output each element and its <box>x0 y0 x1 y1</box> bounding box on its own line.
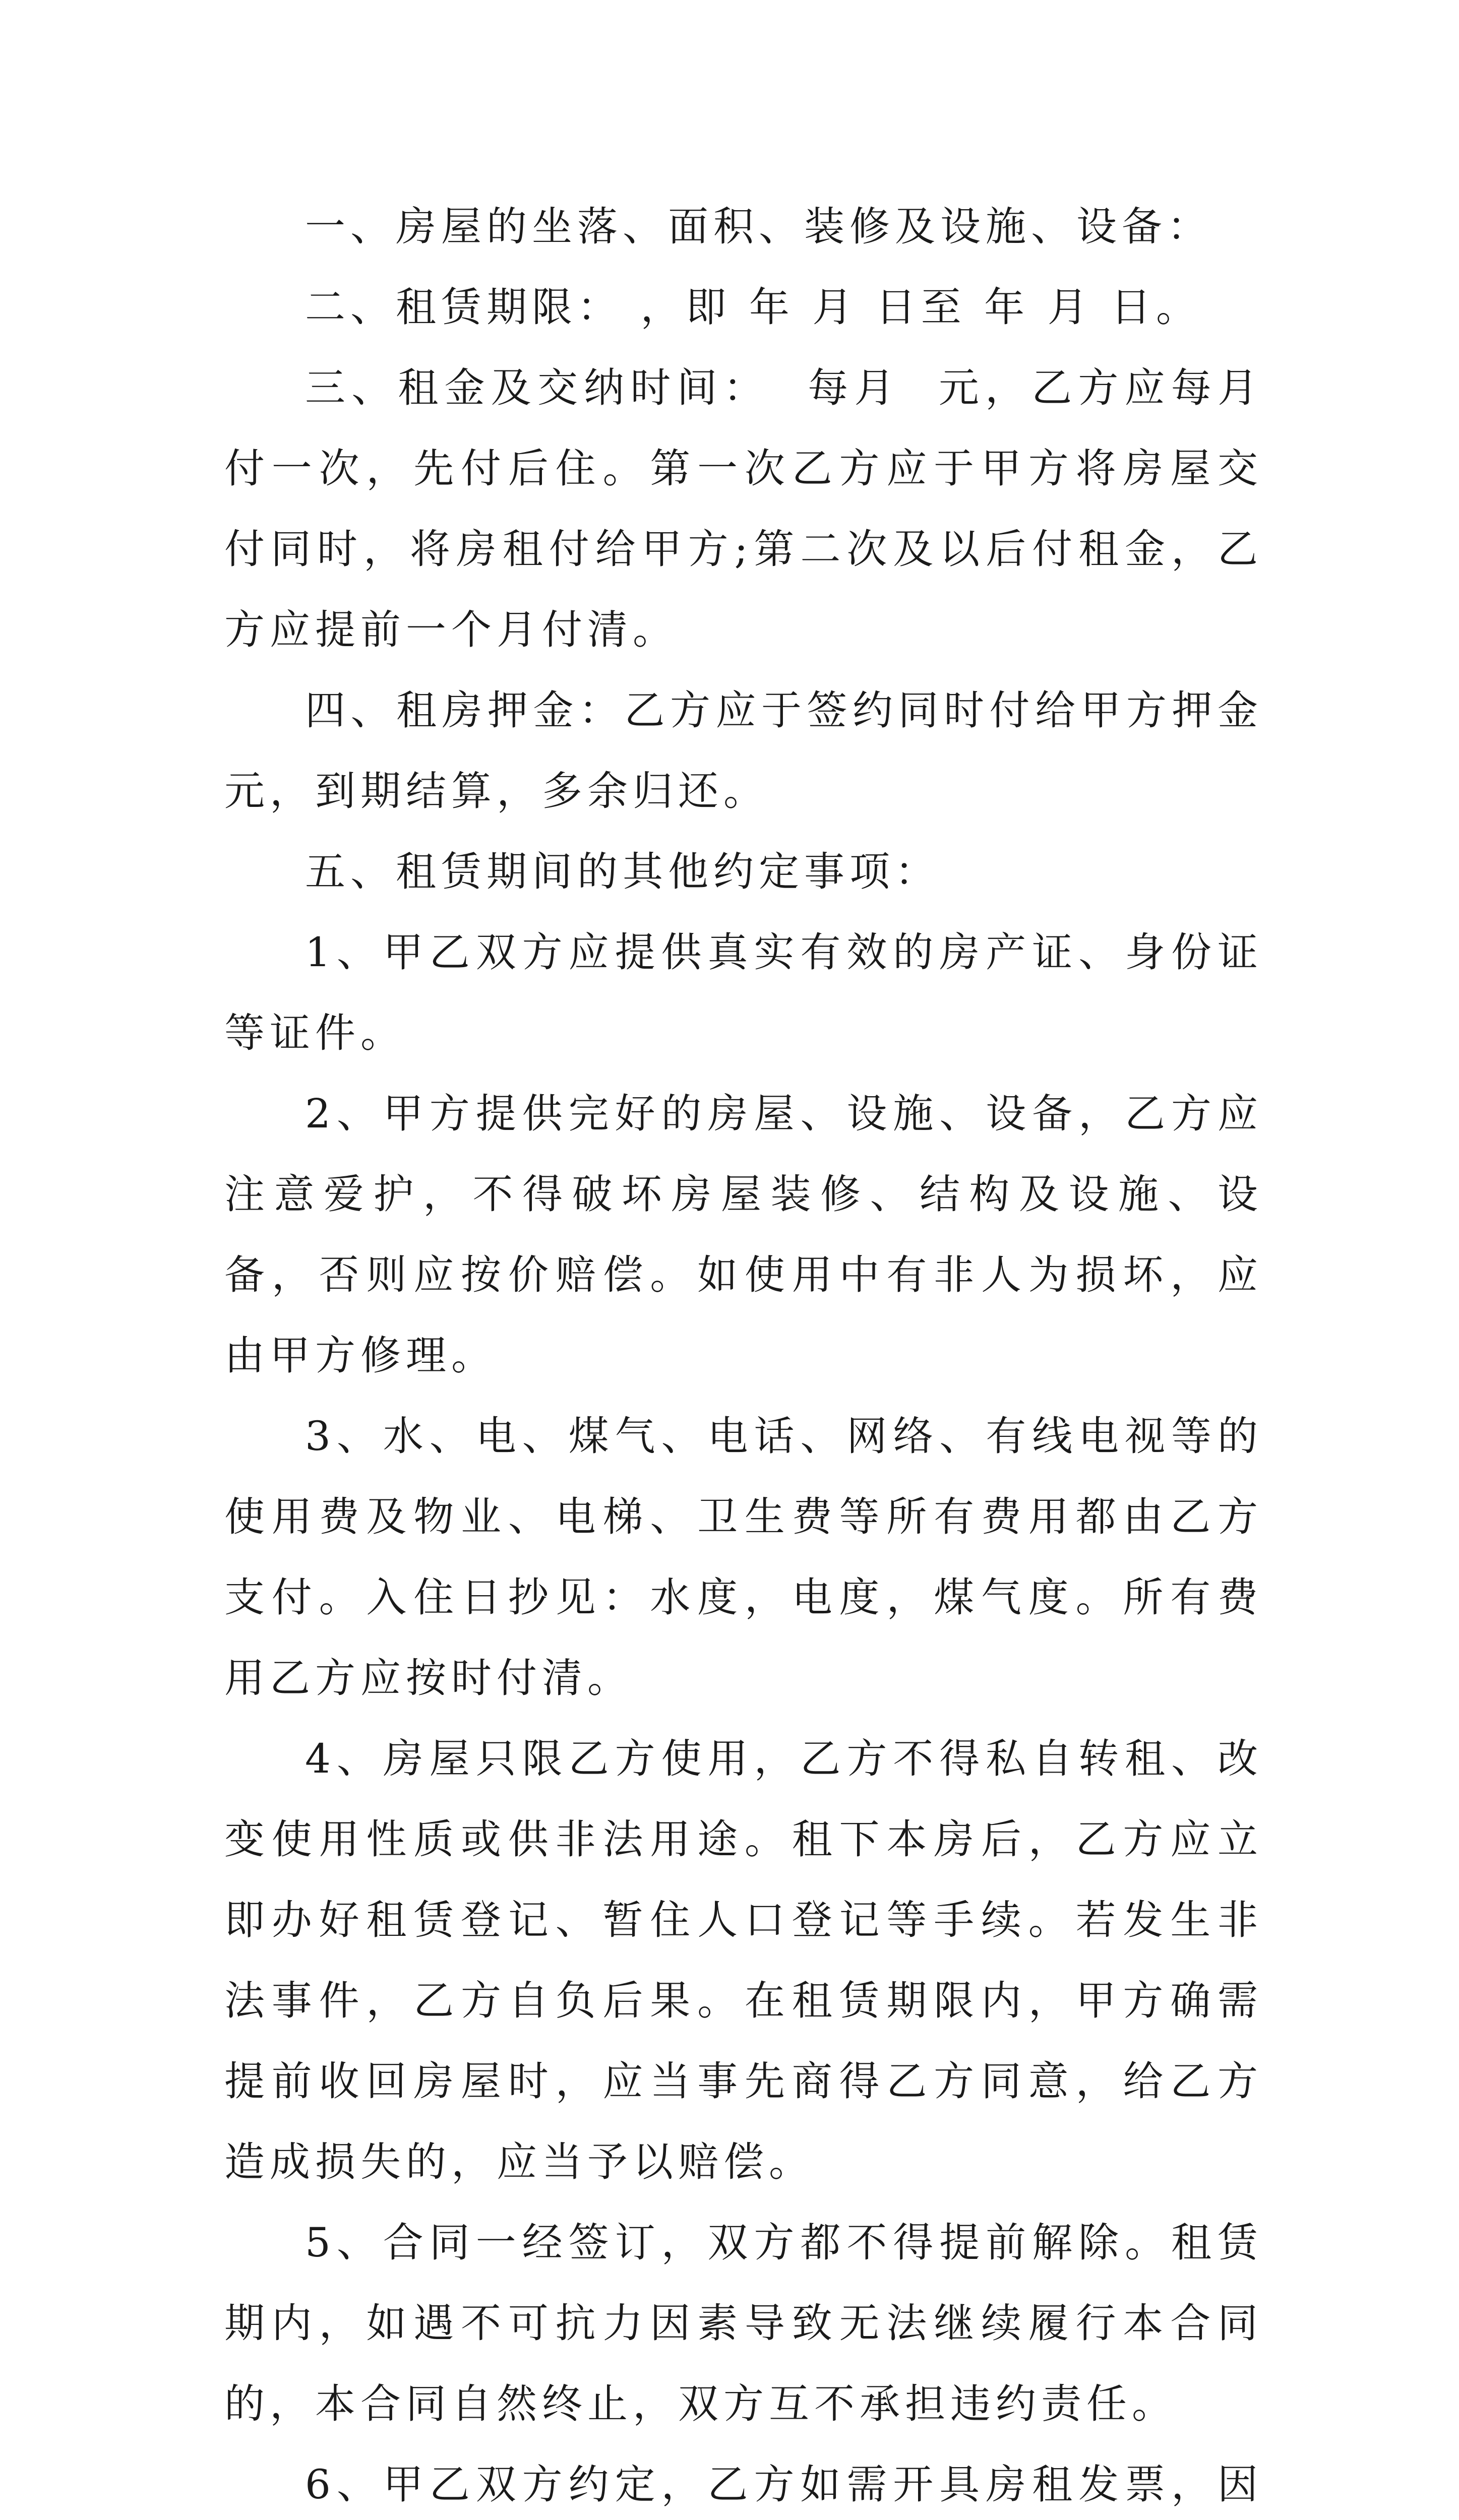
clause-lease-term: 二、租赁期限： ，即 年 月 日至 年 月 日。 <box>305 284 1202 331</box>
clause-premises: 一、房屋的坐落、面积、装修及设施、设备： <box>305 203 1212 250</box>
term-item-6: 6、甲乙双方约定，乙方如需开具房租发票，因 <box>305 2461 1263 2508</box>
term-item-3: 3、水、电、煤气、电话、网络、有线电视等的使用费及物业、电梯、卫生费等所有费用都由乙方支付。入住日抄见：水度，电度，煤气度。所有费用乙方应按时付清。 <box>224 1413 1263 1702</box>
term-item-4: 4、房屋只限乙方使用，乙方不得私自转租、改变使用性质或供非法用途。租下本房后，乙方应立即办好租赁登记、暂住人口登记等手续。若发生非法事件，乙方自负后果。在租赁期限内，甲方确需提前收回房屋时，应当事先商得乙方同意，给乙方造成损失的，应当予以赔偿。 <box>224 1735 1263 2185</box>
clause-other-terms-heading: 五、租赁期间的其他约定事项： <box>305 848 940 895</box>
clause-deposit: 四、租房押金：乙方应于签约同时付给甲方押金元，到期结算，多余归还。 <box>224 687 1263 814</box>
contract-body <box>224 186 1263 2520</box>
term-item-1: 1、甲乙双方应提供真实有效的房产证、身份证等证件。 <box>224 929 1263 1056</box>
term-item-2: 2、甲方提供完好的房屋、设施、设备，乙方应注意爱护，不得破坏房屋装修、结构及设施、设备，否则应按价赔偿。如使用中有非人为损坏，应由甲方修理。 <box>224 1090 1263 1379</box>
term-item-5: 5、合同一经签订，双方都不得提前解除。租赁期内，如遇不可抗力因素导致无法继续履行本合同的，本合同自然终止，双方互不承担违约责任。 <box>224 2219 1263 2427</box>
clause-rent-payment: 三、租金及交纳时间： 每月 元，乙方应每月付一次，先付后住。第一次乙方应于甲方将房屋交付同时，将房租付给甲方;第二次及以后付租金，乙方应提前一个月付清。 <box>224 364 1263 653</box>
